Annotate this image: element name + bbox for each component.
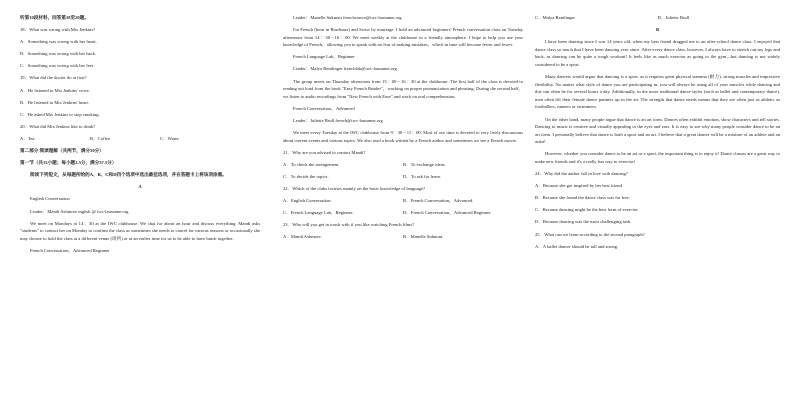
option-20-b: B．Coffee. [90, 135, 112, 141]
options-22-cd [283, 209, 523, 217]
question-18: 18．What was wrong with Mrs Jenkins? [20, 27, 96, 33]
options-21-ab [283, 161, 523, 169]
option-18-b: B．Something was wrong with her back. [20, 51, 97, 57]
option-23-d: D．Juliette Brull. [657, 15, 691, 20]
options-21-cd [283, 173, 523, 181]
option-20-c: C．Water. [160, 135, 180, 141]
option-18-a: A．Something was wrong with her heart. [20, 39, 97, 45]
option-24-a: A．Because she got inspired by her best friend. [535, 183, 624, 189]
question-19: 19．What did the doctor do at first? [20, 75, 87, 81]
option-21-d: D．To ask for leave. [403, 173, 442, 179]
option-21-b: B．To exchange ideas. [403, 161, 446, 167]
club-title-french-advanced: French Conversation，Advanced [293, 105, 355, 111]
club-leader-french-advanced-beginner: Leader：Manelle Suknoni frenchconvo@iwc-lausanne.org [293, 15, 402, 20]
club-description-french-advanced-beginner: I'm French (born in Bordeaux) and Swiss by marriage. I hold an advanced beginners' French conversation class on Tuesday afternoons from 14：30－16：00. We meet weekly at the clubhouse in a friendly atmosphere. I hope to help you use your knowledge of French，allowing you to speak with no fear of making mistakes，which in time will become fewer and fewer. [283, 27, 523, 48]
column-right [535, 14, 780, 250]
club-title-french-lab: French Language Lab，Beginner [293, 54, 355, 60]
question-20: 20．What did Mrs Jenkins like to drink? [20, 123, 96, 129]
question-21: 21．Why are you advised to contact Mandi? [283, 149, 366, 155]
part-two-heading: 第二部分 阅读理解（共两节，满分50分） [20, 148, 104, 154]
options-22-ab [283, 197, 523, 205]
column-middle [283, 14, 523, 241]
option-19-b: B．He listened to Mrs Jenkins' heart. [20, 99, 89, 105]
options-20 [20, 135, 260, 143]
club-description-french-advanced: We meet every Tuesday at the IWC clubhouse from 9：30－11：00. Most of our time is devoted to very lively discussions about current events and various topics. We also read a book written by a French author and sometimes we see a French movie. [283, 130, 523, 143]
option-21-c: C．To decide the topics. [283, 173, 329, 179]
option-18-c: C．Something was wrong with her feet. [20, 63, 95, 69]
option-25-a: A．A ballet dancer should be tall and strong. [535, 243, 619, 249]
passage-b-paragraph-2: Many dancers would argue that dancing is a sport, as it requires great physical stamina (耐力), strong muscles and impressive flexibility. No matter what style of dance you are participating in, you will always be using all of your muscles while dancing and this can often be for several hours a day. Additionally, in the more traditional dance styles (such as ballet and contemporary dance), men often lift their female dance partners up in the air. The strength that dance needs means that they are often just as athletic as footballers, runners or swimmers. [535, 74, 780, 110]
listening-instruction: 听第10段材料，回答第18至20题。 [20, 15, 89, 20]
club-description-english: We meet on Mondays at 14：30 at the IWC clubhouse. We chat for about an hour and discuss everything. Mandi asks "students" to contact her on Monday to confirm the class as sometimes she needs to cancel for various reasons or occasionally she may choose to hold the class at a different venue (场所) or at an earlier time for us to be able to have lunch together. [20, 220, 260, 241]
column-left [20, 14, 260, 254]
question-22: 22．Which of the clubs focuses mainly on the basic knowledge of language? [283, 186, 425, 191]
passage-b-paragraph-1: I have been dancing since I was 14 years old, when my best friend dragged me to an after-school dance class. I enjoyed that dance class so much that I have been dancing ever since. After every dance class, however, I always have to stretch out my legs and back, as dancing can be quite a tough workout! It feels like as much exercise as going to the gym—but dancing is not widely considered to be a sport. [535, 39, 780, 67]
option-24-c: C．Because dancing might be the best form of exercise. [535, 207, 639, 213]
option-22-b: B．French Conversation，Advanced. [403, 198, 474, 204]
club-leader-french-lab: Leader：Malya Remlinger frenchlab@iwc-lausanne.org [293, 66, 397, 72]
reading-directions: 阅读下列短文，从每题所给的A、B、C和D四个选项中选出最佳选项，并在答题卡上将该项涂黑。 [30, 172, 227, 178]
question-24: 24．Why did the author fall in love with dancing? [535, 171, 628, 177]
option-24-b: B．Because she found the dance class was far free. [535, 195, 630, 201]
option-23-b: B．Manelle Suknoni. [403, 234, 444, 240]
option-19-a: A．He listened to Mrs Jenkins' voice. [20, 87, 90, 93]
options-23-ab [283, 233, 523, 241]
section-one-heading: 第一节（共15小题；每小题2.5分，满分37.5分） [20, 160, 117, 166]
club-leader-french-advanced: Leader：Juliette Brull french@iwc-lausanne.org [293, 117, 383, 123]
passage-b-label: B [655, 27, 660, 33]
option-24-d: D．Because dancing was the most challenging task. [535, 219, 632, 225]
club-description-french-lab: The group meets on Thursday afternoons from 15：00－16：30 at the clubhouse. The first half of the class is devoted to reading out loud from the book "Easy French Reader"，working on proper pronunciation and phrasing. During the second half，we listen to audio recordings from "New French with Ease" and work on oral comprehension. [283, 78, 523, 99]
club-leader-english: Leader：Mandi Ashmore mghsh @ iwc-lausanne.org [30, 208, 129, 214]
option-19-c: C．He asked Mrs Jenkins to stop smoking. [20, 111, 100, 117]
option-21-a: A．To check the arrangement. [283, 161, 340, 167]
club-title-french-advanced-beginner: French Conversation，Advanced Beginner [30, 247, 110, 253]
club-title-english: English Conversation [30, 196, 70, 202]
passage-b-paragraph-4: However, whether you consider dance to be an art or a sport, the important thing is to enjoy it! Dance classes are a great way to make new friends and it's a really fun way to exercise! [535, 151, 780, 164]
option-23-a: A．Mandi Ashmore. [283, 234, 322, 240]
option-22-c: C．French Language Lab，Beginner. [283, 210, 354, 216]
option-23-c: C．Malya Remlinger. [535, 15, 576, 20]
question-25: 25．What can we learn according to the second paragraph? [535, 231, 645, 237]
question-23: 23．Who will you get in touch with if you like watching French films? [283, 222, 415, 228]
option-20-a: A．Tea. [20, 135, 36, 141]
passage-a-label: A [138, 184, 142, 190]
option-22-a: A．English Conversation. [283, 198, 332, 204]
options-23-cd [535, 14, 780, 22]
passage-b-paragraph-3: On the other hand, many people argue that dance is an art form. Dances often exhibit emotion, show characters and tell stories. Dancing to music is creative and visually appealing to the eyes and ears. It is easy to see why many people consider dance to be an art form. I personally believe that dance is both a sport and an art. I believe that a great dancer will be a mixture of an athlete and an artist! [535, 116, 780, 145]
option-22-d: D．French Conversation，Advanced Beginner. [403, 210, 492, 216]
